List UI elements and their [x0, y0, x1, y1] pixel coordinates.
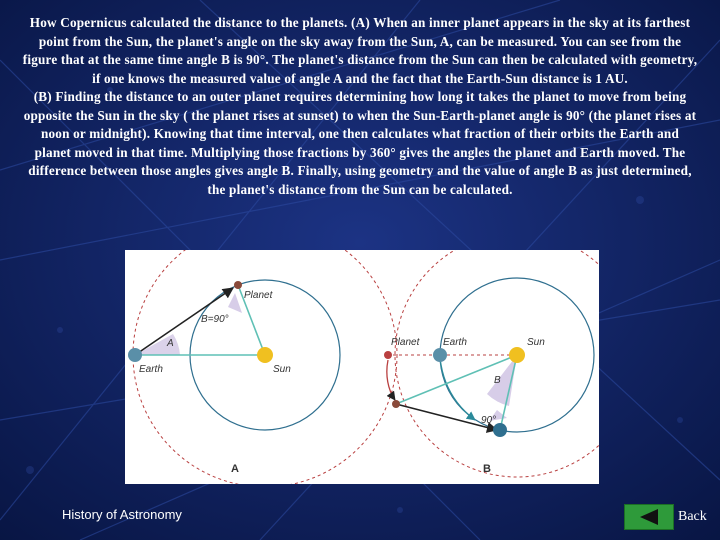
- sun-label-a: Sun: [273, 364, 291, 375]
- back-link[interactable]: Back: [678, 509, 707, 524]
- caption-part-b: (B) Finding the distance to an outer planet requires determining how long it takes the planet to move from being opposite the Sun in the sky ( the planet rises at sunset) to when the Sun-Earth-planet angle is 90° (the planet rises at noon or midnight). Knowing that time interval, one then calculates what fraction of their orbits the Earth and planet moved in that time. Multiplying those fractions by 360° gives the angles the planet and Earth moved. The difference between those angles gives angle B. Finally, using geometry and the value of angle B as just determined, the planet's distance from the Sun can be calculated.: [23, 89, 697, 197]
- planet-label-a: Planet: [244, 290, 273, 301]
- planet-b-start: [384, 351, 392, 359]
- panel-label-b: B: [483, 463, 491, 475]
- caption-part-a: How Copernicus calculated the distance to the planets. (A) When an inner planet appears in the sky at its farthest point from the Sun, the planet's angle on the sky away from the Sun, A, can be measured. You can see from the figure that at the same time angle B is 90°. The planet's distance from the Sun can then be calculated with geometry, if one knows the measured value of angle A and the fact that the Earth-Sun distance is 1 AU.: [22, 15, 698, 86]
- sun-b: [509, 347, 525, 363]
- diagram-a: [128, 250, 397, 484]
- slide-caption: [22, 14, 698, 199]
- right-angle-marker-a: [228, 293, 242, 313]
- earth-a: [128, 348, 142, 362]
- angle-b-wedge: [487, 355, 517, 406]
- panel-label-a: A: [231, 463, 239, 475]
- back-button[interactable]: [624, 504, 674, 530]
- planet-motion-arrow: [387, 360, 395, 400]
- angle-b-label-a: B=90°: [201, 314, 229, 325]
- earth-orbit-a: [133, 250, 397, 484]
- sun-label-b: Sun: [527, 337, 545, 348]
- orbit-geometry-figure: [125, 250, 599, 484]
- angle-a-label: A: [167, 338, 174, 349]
- angle-b-label-b: B: [494, 375, 501, 386]
- left-arrow-icon: [638, 508, 660, 526]
- footer-title: History of Astronomy: [62, 507, 182, 522]
- diagram-b: [384, 250, 599, 477]
- planet-b-end: [392, 400, 400, 408]
- earth-label-a: Earth: [139, 364, 163, 375]
- sun-a: [257, 347, 273, 363]
- planet-label-b: Planet: [391, 337, 420, 348]
- planet-a: [234, 281, 242, 289]
- earth-label-b: Earth: [443, 337, 467, 348]
- earth-motion-arrow: [440, 358, 475, 420]
- earth-b-start: [433, 348, 447, 362]
- right-angle-label-b: 90°: [481, 415, 497, 426]
